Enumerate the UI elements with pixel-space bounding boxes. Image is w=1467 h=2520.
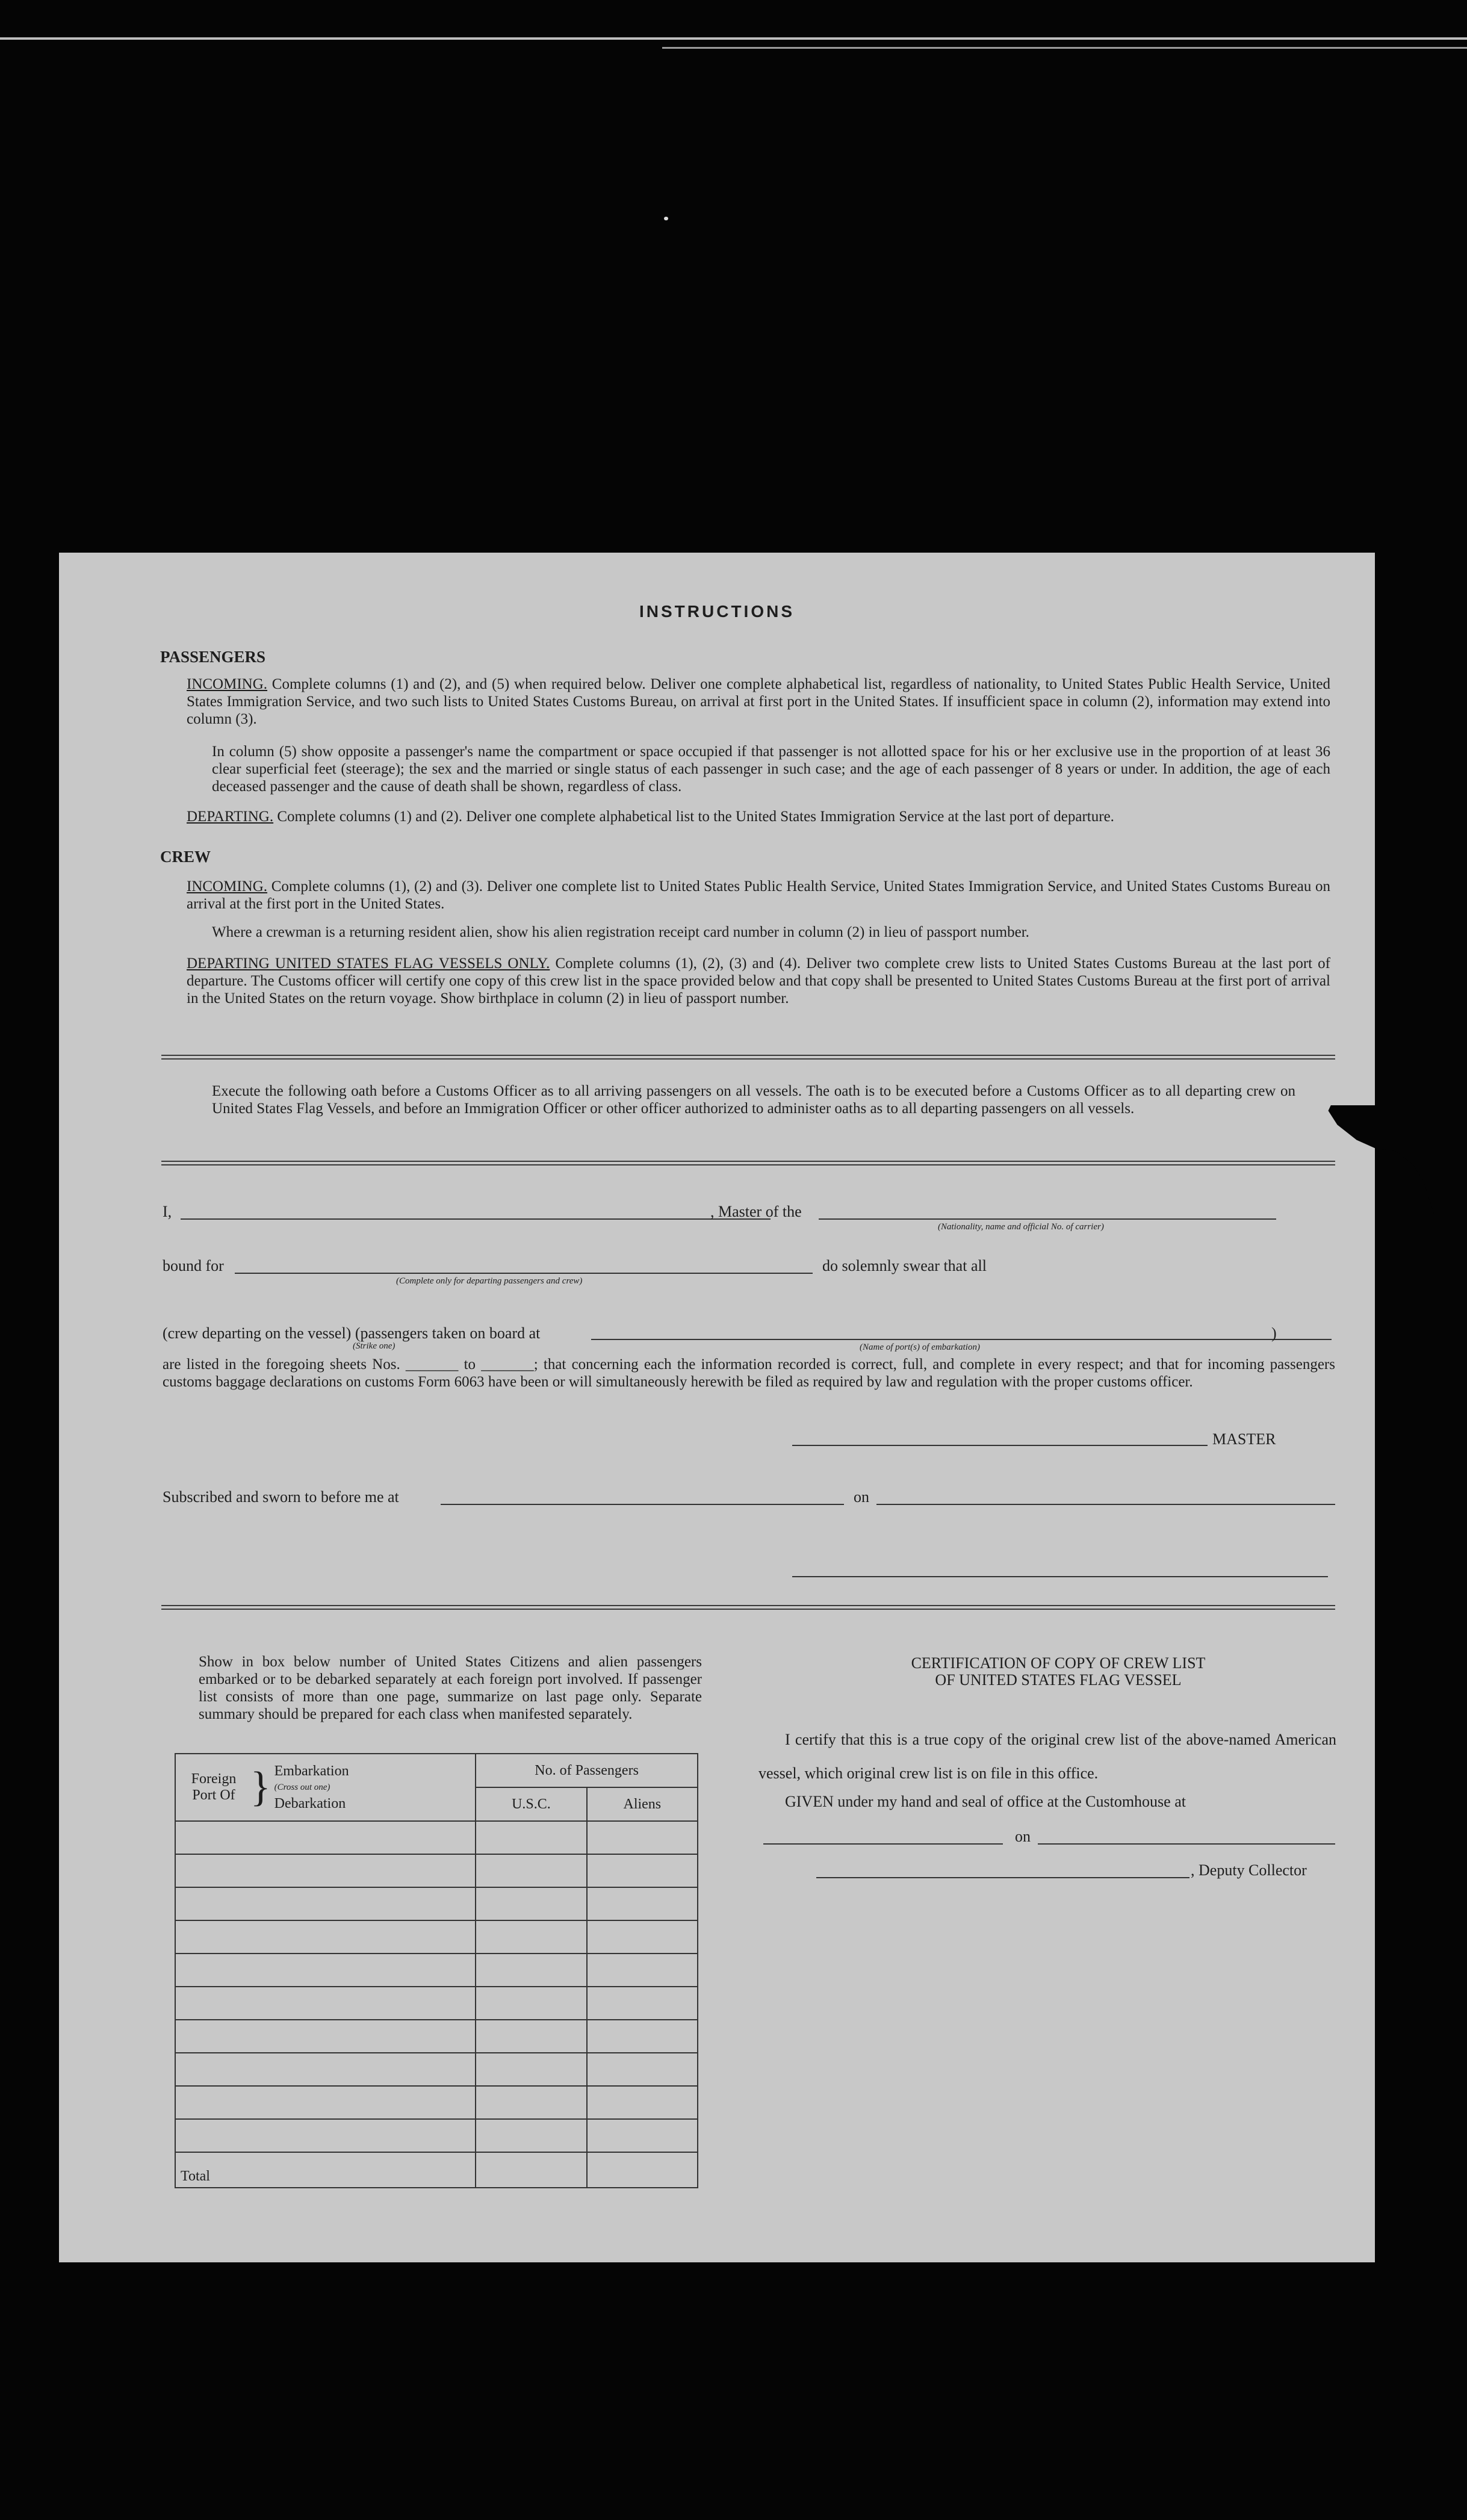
usc-cell[interactable] bbox=[476, 1854, 586, 1887]
vessel-field[interactable] bbox=[819, 1218, 1276, 1220]
usc-cell[interactable] bbox=[476, 1887, 586, 1920]
crew-incoming-paragraph bbox=[187, 878, 1330, 913]
usc-cell[interactable] bbox=[476, 1821, 586, 1854]
divider-rule bbox=[161, 1058, 1335, 1060]
divider-rule bbox=[161, 1055, 1335, 1056]
aliens-cell[interactable] bbox=[587, 1920, 698, 1954]
top-border-line-secondary bbox=[662, 47, 1467, 49]
foreign-port-of-label: Foreign Port Of bbox=[191, 1771, 237, 1803]
torn-corner bbox=[1305, 1105, 1434, 1214]
aliens-cell[interactable] bbox=[587, 2053, 698, 2086]
table-header-row bbox=[175, 1754, 698, 1787]
page-title: INSTRUCTIONS bbox=[639, 602, 795, 621]
table-row bbox=[175, 2086, 698, 2119]
sworn-on-label: on bbox=[854, 1488, 869, 1506]
passengers-heading: PASSENGERS bbox=[160, 648, 266, 666]
embarkation-label: Embarkation bbox=[274, 1763, 349, 1779]
port-header-cell bbox=[175, 1754, 476, 1821]
film-speck bbox=[664, 217, 668, 220]
debarkation-label: Debarkation bbox=[274, 1795, 346, 1811]
brace-glyph: } bbox=[250, 1764, 271, 1810]
usc-cell[interactable] bbox=[476, 2086, 586, 2119]
port-cell[interactable] bbox=[175, 1887, 476, 1920]
usc-header: U.S.C. bbox=[476, 1787, 586, 1821]
port-cell[interactable] bbox=[175, 2020, 476, 2053]
table-row bbox=[175, 1854, 698, 1887]
passengers-column5-paragraph: In column (5) show opposite a passenger's name the compartment or space occupied if that passenger is not allotted space for his or her exclusive use in the proportion of at least 36 clear superficial feet (steerage); the sex and the married or single status of each passenger in such case; and the age of each passenger of 8 years or under. In addition, the age of each deceased passenger and the cause of death shall be shown, regardless of class. bbox=[212, 743, 1330, 795]
box-instruction: Show in box below number of United States Citizens and alien passengers embarked or to be debarked separately at each foreign port involved. If passenger list consists of more than one page, summarize on last page only. Separate summary should be prepared for each class when manifested separately. bbox=[199, 1654, 702, 1722]
total-label: Total bbox=[175, 2152, 476, 2188]
table-row bbox=[175, 2053, 698, 2086]
port-cell[interactable] bbox=[175, 2086, 476, 2119]
crew-departing-label: DEPARTING UNITED STATES FLAG VESSELS ONLY. bbox=[187, 955, 550, 972]
embarkation-ports-field[interactable] bbox=[591, 1339, 1332, 1340]
usc-cell[interactable] bbox=[476, 1987, 586, 2020]
crew-incoming-text: Complete columns (1), (2) and (3). Deliver one complete list to United States Public Health Service, United States Immigration Service, and United States Customs Bureau on arrival at the first port in the United States. bbox=[187, 878, 1330, 912]
port-cell[interactable] bbox=[175, 1821, 476, 1854]
master-name-field[interactable] bbox=[181, 1218, 771, 1220]
aliens-cell[interactable] bbox=[587, 2020, 698, 2053]
aliens-cell[interactable] bbox=[587, 1887, 698, 1920]
subscribed-label: Subscribed and sworn to before me at bbox=[163, 1488, 399, 1506]
usc-cell[interactable] bbox=[476, 2119, 586, 2152]
bound-for-label: bound for bbox=[163, 1257, 224, 1274]
passengers-incoming-paragraph bbox=[187, 675, 1330, 728]
port-cell[interactable] bbox=[175, 1920, 476, 1954]
crew-departing-label: (crew departing on the vessel) (passengers taken on board at bbox=[163, 1324, 541, 1342]
table-row bbox=[175, 1987, 698, 2020]
certification-title-line2: OF UNITED STATES FLAG VESSEL bbox=[935, 1671, 1182, 1689]
deputy-signature-field[interactable] bbox=[816, 1877, 1189, 1878]
strike-one-hint: (Strike one) bbox=[353, 1341, 395, 1351]
crew-incoming-label: INCOMING. bbox=[187, 878, 268, 895]
close-paren: ) bbox=[1271, 1324, 1277, 1342]
sworn-place-field[interactable] bbox=[441, 1504, 844, 1505]
master-signature-field[interactable] bbox=[792, 1445, 1208, 1446]
oath-instruction: Execute the following oath before a Customs Officer as to all arriving passengers on all vessels. The oath is to be executed before a Customs Officer as to all departing crew on United States Flag Vessels, and before an Immigration Officer or other officer authorized to administer oaths as to all departing passengers on all vessels. bbox=[212, 1083, 1295, 1117]
nationality-hint: (Nationality, name and official No. of carrier) bbox=[938, 1222, 1104, 1232]
divider-rule bbox=[161, 1609, 1335, 1610]
usc-cell[interactable] bbox=[476, 2053, 586, 2086]
cross-out-hint: (Cross out one) bbox=[274, 1782, 330, 1792]
certification-date-field[interactable] bbox=[1038, 1843, 1335, 1845]
passengers-incoming-text: Complete columns (1) and (2), and (5) when required below. Deliver one complete alphabetical list, regardless of nationality, to United States Public Health Service, United States Immigration Service, and two such lists to United States Customs Bureau, on arrival at first port in the United States. If insufficient space in column (2), information may extend into column (3). bbox=[187, 676, 1331, 727]
crew-departing-text: Complete columns (1), (2), (3) and (4). Deliver two complete crew lists to United States Customs Bureau at the last port of departure. The Customs officer will certify one copy of this crew list in the space provided below and that copy shall be presented to United States Customs Bureau at the first port of arrival in the United States on the return voyage. Show birthplace in column (2) in lieu of passport number. bbox=[187, 955, 1330, 1007]
aliens-cell[interactable] bbox=[587, 1954, 698, 1987]
divider-rule bbox=[161, 1161, 1335, 1162]
table-row bbox=[175, 1920, 698, 1954]
no-passengers-header: No. of Passengers bbox=[476, 1754, 698, 1787]
top-border-line bbox=[0, 37, 1467, 40]
table-row bbox=[175, 1954, 698, 1987]
port-cell[interactable] bbox=[175, 2053, 476, 2086]
port-cell[interactable] bbox=[175, 2119, 476, 2152]
crew-departing-paragraph bbox=[187, 955, 1330, 1007]
aliens-cell[interactable] bbox=[587, 1821, 698, 1854]
customhouse-field[interactable] bbox=[763, 1843, 1003, 1845]
usc-cell[interactable] bbox=[476, 1954, 586, 1987]
table-row bbox=[175, 1821, 698, 1854]
passengers-departing-paragraph bbox=[187, 808, 1330, 825]
ports-hint: (Name of port(s) of embarkation) bbox=[860, 1342, 980, 1352]
bound-hint: (Complete only for departing passengers and crew) bbox=[396, 1276, 583, 1286]
aliens-cell[interactable] bbox=[587, 2119, 698, 2152]
master-label: MASTER bbox=[1212, 1430, 1276, 1448]
aliens-total-cell[interactable] bbox=[587, 2152, 698, 2188]
usc-total-cell[interactable] bbox=[476, 2152, 586, 2188]
swear-label: do solemnly swear that all bbox=[822, 1257, 987, 1274]
passengers-incoming-label: INCOMING. bbox=[187, 676, 268, 692]
officer-signature-field[interactable] bbox=[792, 1576, 1328, 1577]
aliens-cell[interactable] bbox=[587, 1987, 698, 2020]
sworn-date-field[interactable] bbox=[876, 1504, 1335, 1505]
oath-i-label: I, bbox=[163, 1203, 172, 1220]
deputy-collector-label: , Deputy Collector bbox=[1191, 1861, 1307, 1879]
master-of-the-label: , Master of the bbox=[710, 1203, 802, 1220]
certification-title-line1: CERTIFICATION OF COPY OF CREW LIST bbox=[911, 1654, 1206, 1672]
passengers-departing-label: DEPARTING. bbox=[187, 808, 274, 825]
table-row bbox=[175, 1887, 698, 1920]
usc-cell[interactable] bbox=[476, 2020, 586, 2053]
certification-text: I certify that this is a true copy of the original crew list of the above-named American vessel, which original crew list is on file in this office. bbox=[758, 1731, 1336, 1782]
aliens-cell[interactable] bbox=[587, 2086, 698, 2119]
passengers-departing-text: Complete columns (1) and (2). Deliver one complete alphabetical list to the United States Immigration Service at the last port of departure. bbox=[277, 808, 1114, 825]
port-cell[interactable] bbox=[175, 1854, 476, 1887]
usc-cell[interactable] bbox=[476, 1920, 586, 1954]
aliens-header: Aliens bbox=[587, 1787, 698, 1821]
table-row bbox=[175, 2119, 698, 2152]
certification-on-label: on bbox=[1015, 1828, 1031, 1845]
crew-heading: CREW bbox=[160, 848, 211, 866]
given-text: GIVEN under my hand and seal of office at the Customhouse at bbox=[785, 1793, 1186, 1810]
listed-paragraph: are listed in the foregoing sheets Nos. _______ to _______; that concerning each the information recorded is correct, full, and complete in every respect; and that for incoming passengers customs baggage declarations on customs Form 6063 have been or will simultaneously herewith be filed as required by law and regulation with the proper customs officer. bbox=[163, 1356, 1335, 1390]
table-row bbox=[175, 2020, 698, 2053]
passenger-summary-table bbox=[175, 1753, 698, 2188]
crew-resident-paragraph: Where a crewman is a returning resident alien, show his alien registration receipt card number in column (2) in lieu of passport number. bbox=[212, 924, 1029, 940]
divider-rule bbox=[161, 1605, 1335, 1606]
aliens-cell[interactable] bbox=[587, 1854, 698, 1887]
bound-for-field[interactable] bbox=[235, 1273, 813, 1274]
divider-rule bbox=[161, 1164, 1335, 1165]
port-cell[interactable] bbox=[175, 1954, 476, 1987]
total-row bbox=[175, 2152, 698, 2188]
port-cell[interactable] bbox=[175, 1987, 476, 2020]
